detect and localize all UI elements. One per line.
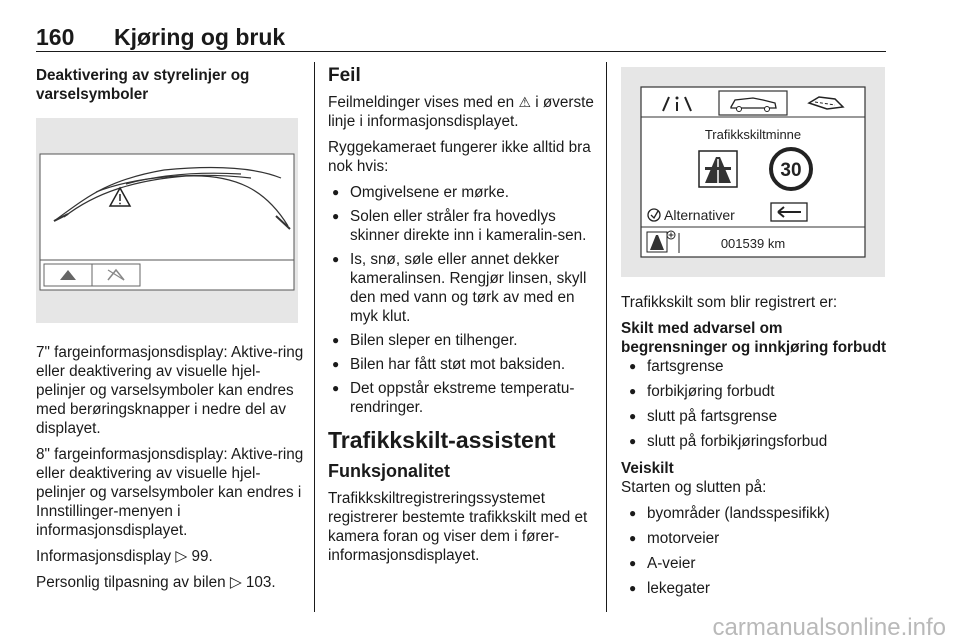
- motorway-sign-icon: [699, 151, 737, 187]
- figure-caption: Trafikkskilt som blir registrert er:: [621, 294, 838, 311]
- column-3: [621, 66, 889, 606]
- list-item: ● slutt på fartsgrense: [621, 407, 889, 426]
- heading-traffic-sign-assistant: Trafikkskilt-assistent: [328, 427, 556, 453]
- list-item: ● fartsgrense: [621, 357, 889, 376]
- heading-functionality: Funksjonalitet: [328, 461, 451, 481]
- menu-title: Trafikkskiltminne: [704, 127, 802, 142]
- camera-display-figure: [36, 118, 298, 323]
- warning-icon: ⚠: [518, 94, 532, 110]
- traffic-sign-display-figure: [621, 67, 885, 277]
- list-item: ● forbikjøring forbudt: [621, 382, 889, 401]
- para-functionality: Trafikkskiltregistreringssystemet registrerer bestemte trafikkskilt med et kamera foran og viser dem i fører-informasjonsdisplayet.: [328, 490, 588, 564]
- column-1: [36, 66, 304, 599]
- ref-personalization[interactable]: Personlig tilpasning av bilen ▷ 103.: [36, 574, 276, 591]
- rear-camera-illustration: [36, 118, 298, 323]
- list-item: ● lekegater: [621, 579, 889, 598]
- list-item: ● Bilen har fått støt mot baksiden.: [328, 355, 596, 374]
- list-item: ● Is, snø, søle eller annet dekker kameralinsen. Rengjør linsen, skyll den med vann og tørk av med en myk klut.: [328, 250, 596, 326]
- watermark: carmanualsonline.info: [712, 614, 946, 641]
- para-7inch-display: 7" fargeinformasjonsdisplay: Aktive-ring eller deaktivering av visuelle hjel-pelinjer og varselsymboler kan endres med berøringsknapper i nedre del av displayet.: [36, 344, 304, 437]
- restriction-signs-list: [621, 357, 889, 451]
- camera-conditions-list: [328, 183, 596, 417]
- speed-value: 30: [780, 160, 802, 181]
- list-item: ● Solen eller stråler fra hovedlys skinner direkte inn i kameralin-sen.: [328, 207, 596, 245]
- para-8inch-display: 8" fargeinformasjonsdisplay: Aktive-ring eller deaktivering av visuelle hjel-pelinjer og varselsymboler kan endres i Innstillinger-menyen i informasjonsdisplayet.: [36, 446, 304, 539]
- section-heading-deactivation: Deaktivering av styrelinjer og varselsymboler: [36, 67, 250, 103]
- column-divider-1: [314, 62, 315, 612]
- heading-feil: Feil: [328, 65, 361, 86]
- column-divider-2: [606, 62, 607, 612]
- list-item: ● Omgivelsene er mørke.: [328, 183, 596, 202]
- page-number: 160: [36, 24, 75, 50]
- heading-road-signs: Veiskilt: [621, 460, 674, 477]
- speed-limit-sign-icon: [771, 149, 811, 189]
- driver-info-display-illustration: [621, 67, 885, 277]
- road-signs-list: [621, 504, 889, 598]
- odometer-readout: 001539 km: [720, 236, 786, 251]
- heading-restriction-signs: Skilt med advarsel om begrensninger og innkjøring forbudt: [621, 320, 887, 356]
- options-label: Alternativer: [664, 207, 735, 223]
- list-item: ● byområder (landsspesifikk): [621, 504, 889, 523]
- column-2: [328, 66, 596, 572]
- ref-infodisplay[interactable]: Informasjonsdisplay ▷ 99.: [36, 548, 213, 565]
- para-camera-conditions: Ryggekameraet fungerer ikke alltid bra nok hvis:: [328, 139, 591, 175]
- list-item: ● slutt på forbikjøringsforbud: [621, 432, 889, 451]
- chapter-title: Kjøring og bruk: [114, 24, 286, 50]
- list-item: ● motorveier: [621, 529, 889, 548]
- page-header: [36, 22, 886, 52]
- list-item: ● A-veier: [621, 554, 889, 573]
- road-signs-intro: Starten og slutten på:: [621, 479, 767, 496]
- list-item: ● Det oppstår ekstreme temperatu-rendringer.: [328, 379, 596, 417]
- para-error-messages: Feilmeldinger vises med en ⚠ i øverste linje i informasjonsdisplayet.: [328, 94, 594, 130]
- list-item: ● Bilen sleper en tilhenger.: [328, 331, 596, 350]
